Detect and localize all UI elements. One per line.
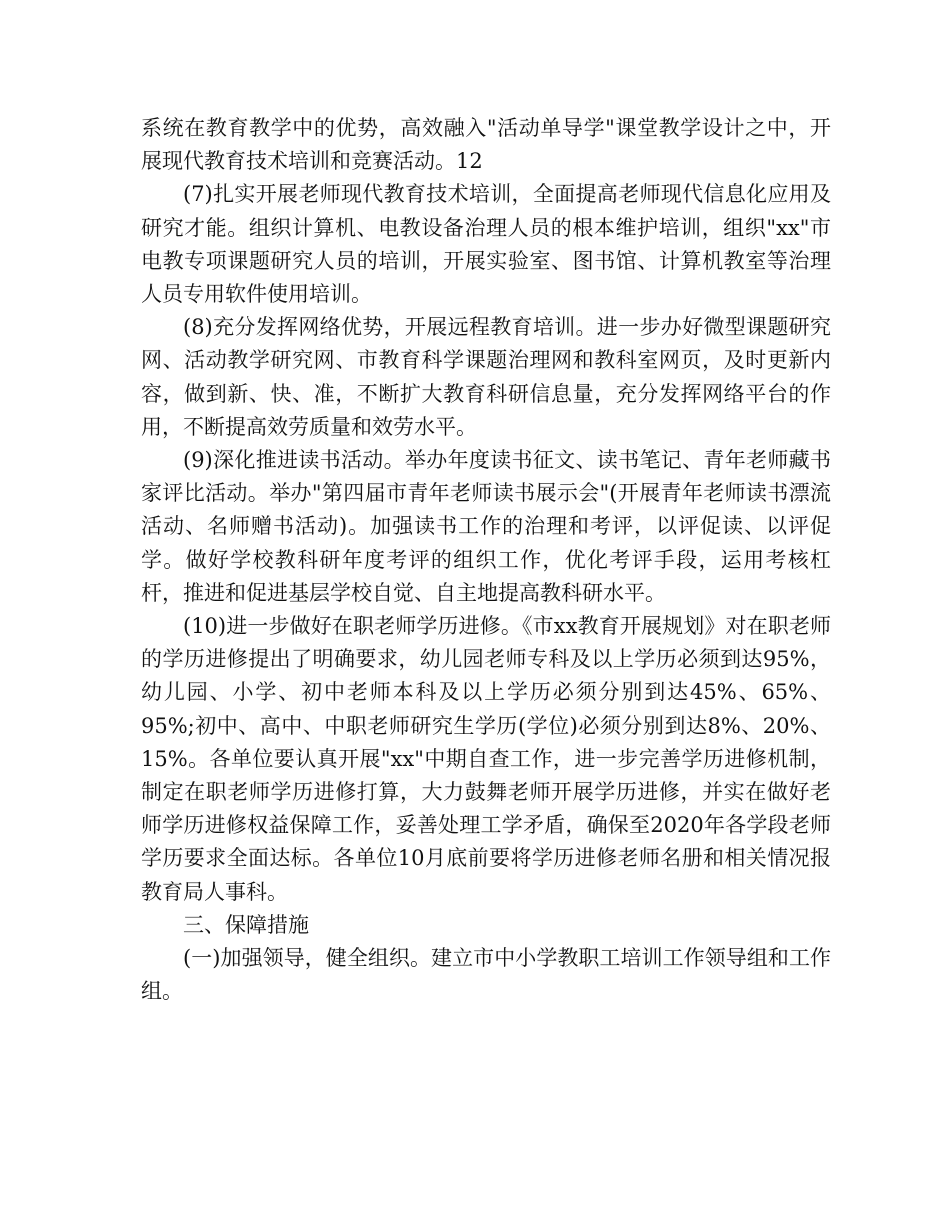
paragraph-measure-1: (一)加强领导，健全组织。建立市中小学教职工培训工作领导组和工作组。 <box>141 946 831 1004</box>
document-body <box>141 112 831 1008</box>
section-heading: 三、保障措施 <box>183 912 309 937</box>
paragraph-item-8: (8)充分发挥网络优势，开展远程教育培训。进一步办好微型课题研究网、活动教学研究网、市教育科学课题治理网和教科室网页，及时更新内容，做到新、快、准，不断扩大教育科研信息量，充分发挥网络平台的作用，不断提高效劳质量和效劳水平。 <box>141 315 831 439</box>
paragraph-intro: 系统在教育教学中的优势，高效融入"活动单导学"课堂教学设计之中，开展现代教育技术培训和竞赛活动。12 <box>141 116 831 174</box>
paragraph-item-10: (10)进一步做好在职老师学历进修。《市xx教育开展规划》对在职老师的学历进修提出了明确要求，幼儿园老师专科及以上学历必须到达95%，幼儿园、小学、初中老师本科及以上学历必须分别到达45%、65%、95%;初中、高中、中职老师研究生学历(学位)必须分别到达8%、20%、15%。各单位要认真开展"xx"中期自查工作，进一步完善学历进修机制，制定在职老师学历进修打算，大力鼓舞老师开展学历进修，并实在做好老师学历进修权益保障工作，妥善处理工学矛盾，确保至2020年各学段老师学历要求全面达标。各单位10月底前要将学历进修老师名册和相关情况报教育局人事科。 <box>141 614 831 904</box>
paragraph-item-9: (9)深化推进读书活动。举办年度读书征文、读书笔记、青年老师藏书家评比活动。举办"第四届市青年老师读书展示会"(开展青年老师读书漂流活动、名师赠书活动)。加强读书工作的治理和考评，以评促读、以评促学。做好学校教科研年度考评的组织工作，优化考评手段，运用考核杠杆，推进和促进基层学校自觉、自主地提高教科研水平。 <box>141 448 831 605</box>
paragraph-item-7: (7)扎实开展老师现代教育技术培训，全面提高老师现代信息化应用及研究才能。组织计算机、电教设备治理人员的根本维护培训，组织"xx"市电教专项课题研究人员的培训，开展实验室、图书馆、计算机教室等治理人员专用软件使用培训。 <box>141 182 831 307</box>
